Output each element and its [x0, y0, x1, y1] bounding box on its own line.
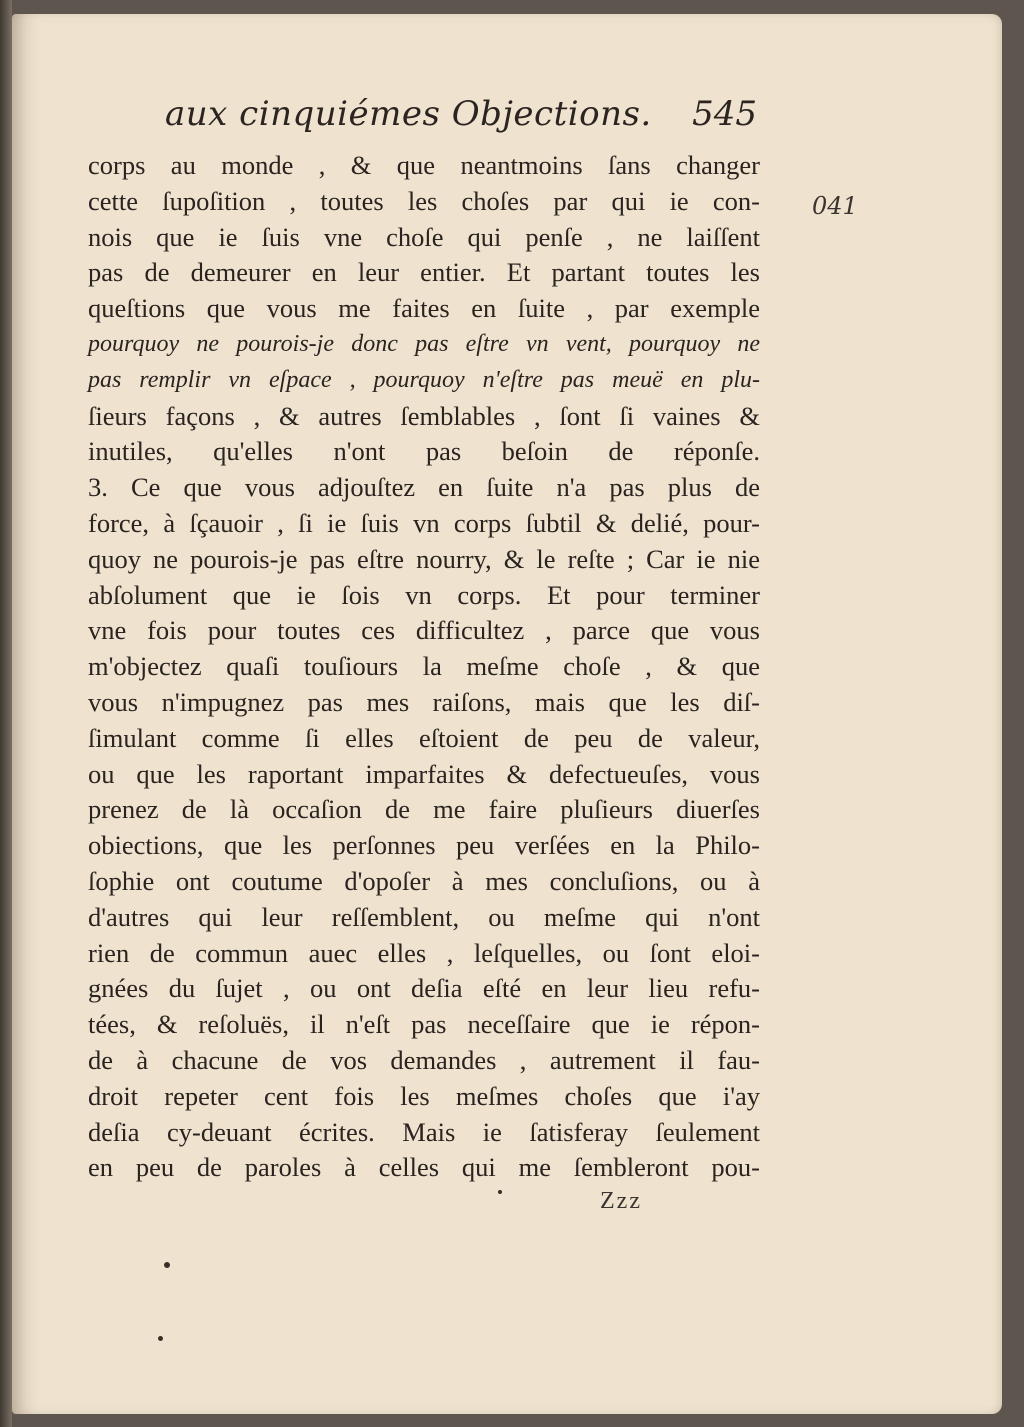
text-line: obiections, que les perſonnes peu verſées en la Philo-: [88, 830, 760, 861]
text-line: de à chacune de vos demandes , autrement il fau-: [88, 1044, 760, 1075]
text-line: force, à ſçauoir , ſi ie ſuis vn corps ſubtil & delié, pour-: [88, 507, 760, 538]
text-line: abſolument que ie ſois vn corps. Et pour terminer: [88, 579, 760, 610]
text-line: pas de demeurer en leur entier. Et partant toutes les: [88, 257, 760, 288]
running-title: aux cinquiémes Objections.: [165, 94, 652, 134]
text-line: pas remplir vn eſpace , pourquoy n'eſtre pas meuë en plu-: [88, 366, 760, 393]
text-line: droit repeter cent fois les meſmes choſes que i'ay: [88, 1080, 760, 1111]
text-line: rien de commun auec elles , leſquelles, ou ſont eloi-: [88, 937, 760, 968]
text-line: m'objectez quaſi touſiours la meſme choſe , & que: [88, 651, 760, 682]
text-line: deſia cy-deuant écrites. Mais ie ſatisferay ſeulement: [88, 1116, 760, 1147]
page-number: 545: [692, 94, 757, 134]
text-line: cette ſupoſition , toutes les choſes par qui ie con-: [88, 185, 760, 216]
text-line: ſieurs façons , & autres ſemblables , ſont ſi vaines &: [88, 400, 760, 431]
text-line: en peu de paroles à celles qui me ſembleront pou-: [88, 1152, 760, 1183]
text-line: ou que les raportant imparfaites & defectueuſes, vous: [88, 758, 760, 789]
text-line: inutiles, qu'elles n'ont pas beſoin de réponſe.: [88, 436, 760, 467]
text-line: queſtions que vous me faites en ſuite , par exemple: [88, 293, 760, 324]
text-line: ſimulant comme ſi elles eſtoient de peu de valeur,: [88, 722, 760, 753]
text-line: ſophie ont coutume d'opoſer à mes concluſions, ou à: [88, 865, 760, 896]
text-line: d'autres qui leur reſſemblent, ou meſme qui n'ont: [88, 901, 760, 932]
ink-speck: [158, 1336, 163, 1341]
text-line: nois que ie ſuis vne choſe qui penſe , ne laiſſent: [88, 221, 760, 252]
text-line: tées, & reſoluës, il n'eſt pas neceſſaire que ie répon-: [88, 1009, 760, 1040]
page-header: [165, 94, 765, 146]
ink-speck: [498, 1190, 502, 1194]
body-text: [88, 148, 760, 1186]
text-line: 3. Ce que vous adjouſtez en ſuite n'a pas plus de: [88, 472, 760, 503]
text-line: quoy ne pourois-je pas eſtre nourry, & le reſte ; Car ie nie: [88, 543, 760, 574]
text-line: corps au monde , & que neantmoins ſans changer: [88, 150, 760, 180]
catchword: Zzz: [600, 1188, 642, 1214]
margin-annotation: 041: [812, 192, 858, 220]
ink-speck: [164, 1262, 170, 1268]
text-line: prenez de là occaſion de me faire pluſieurs diuerſes: [88, 794, 760, 825]
binding-gutter: [0, 0, 12, 1427]
text-line: vous n'impugnez pas mes raiſons, mais que les diſ-: [88, 686, 760, 717]
text-line: vne fois pour toutes ces difficultez , parce que vous: [88, 615, 760, 646]
text-line: pourquoy ne pourois-je donc pas eſtre vn vent, pourquoy ne: [88, 330, 760, 357]
text-line: gnées du ſujet , ou ont deſia eſté en leur lieu refu-: [88, 973, 760, 1004]
